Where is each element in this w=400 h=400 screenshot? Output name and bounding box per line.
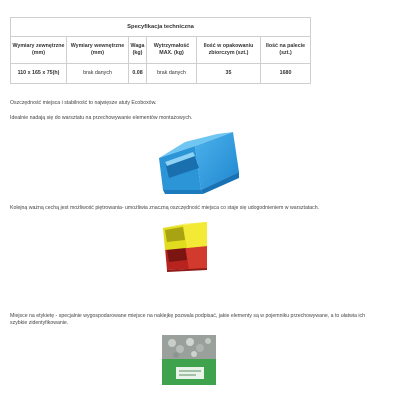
stacked-bins-image <box>161 220 211 272</box>
value-max-load: brak danych <box>147 64 197 84</box>
blue-bin-image <box>155 128 243 198</box>
header-inner-dimensions: Wymiary wewnętrzne (mm) <box>67 37 129 64</box>
paragraph-label-space: Miejsce na etykietę - specjalnie wygospodarowane miejsce na naklejkę pozwala podpisać, jakie elementy są w pojemniku przechowywane, a to ułatwia ich szybkie zidentyfikowanie. <box>10 313 365 327</box>
value-pallet-quantity: 1680 <box>261 64 311 84</box>
header-outer-dimensions: Wymiary zewnętrzne (mm) <box>11 37 67 64</box>
header-pack-quantity: Ilość w opakowaniu zbiorczym (szt.) <box>197 37 261 64</box>
value-inner-dimensions: brak danych <box>67 64 129 84</box>
value-weight: 0.08 <box>129 64 147 84</box>
header-max-load: Wytrzymałość MAX. (kg) <box>147 37 197 64</box>
paragraph-space-saving: Oszczędność miejsca i stabilność to najwięsze atuty Ecoboxów. <box>10 100 157 106</box>
value-outer-dimensions: 110 x 165 x 75(h) <box>11 64 67 84</box>
header-weight: Waga (kg) <box>129 37 147 64</box>
green-bin-label-image <box>160 333 218 385</box>
spec-table <box>10 17 311 84</box>
spec-table-title: Specyfikacja techniczna <box>11 18 311 37</box>
value-pack-quantity: 35 <box>197 64 261 84</box>
paragraph-workshop: Idealnie nadają się do warsztatu na przechowywanie elementów montażowych. <box>10 115 193 121</box>
paragraph-stacking: Kolejną ważną cechą jest możliwość piętrowania- umożliwia znaczną oszczędność miejsca co staje się udogodnieniem w warsztatach. <box>10 205 320 211</box>
header-pallet-quantity: Ilość na palecie (szt.) <box>261 37 311 64</box>
